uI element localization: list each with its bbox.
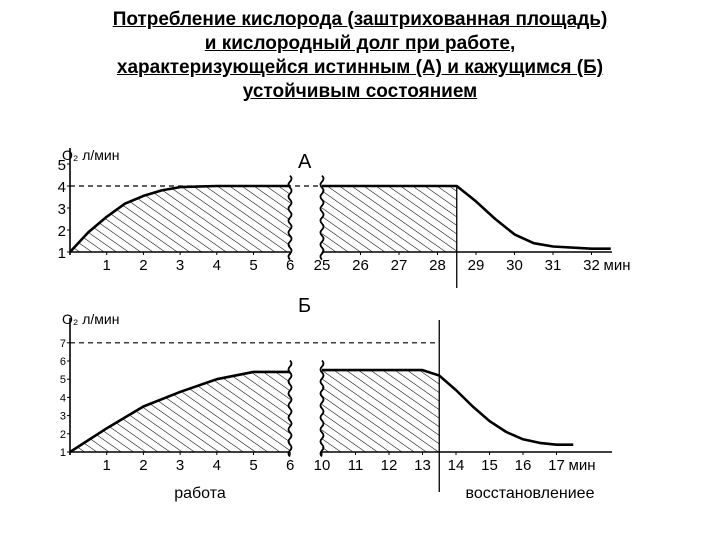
x-tick-label: 28	[429, 257, 446, 274]
phase-label-work: работа	[174, 485, 226, 502]
x-tick-label: 6	[286, 257, 295, 274]
title-line-3: характеризующейся истинным (А) и кажущимся (Б)	[116, 57, 604, 78]
panel-b	[60, 295, 612, 502]
x-tick-label: 5	[249, 457, 258, 474]
x-tick-label: 2	[139, 457, 148, 474]
title-line-1: Потребление кислорода (заштрихованная площадь)	[112, 9, 608, 30]
y-tick-label: 3	[59, 410, 66, 423]
x-tick-label: 2	[139, 257, 148, 274]
oxygen-consumption-area-right	[322, 370, 439, 452]
y-tick-label: 5	[59, 374, 66, 387]
x-tick-label: 15	[481, 457, 498, 474]
x-tick-label: 30	[506, 257, 523, 274]
x-unit-label: мин	[603, 257, 631, 274]
x-tick-label: 17	[548, 457, 565, 474]
x-tick-label: 1	[102, 457, 111, 474]
x-tick-label: 32	[583, 257, 600, 274]
y-tick-label: 1	[59, 447, 66, 459]
x-tick-label: 10	[313, 457, 331, 474]
x-tick-label: 25	[313, 257, 331, 274]
x-tick-label: 3	[175, 457, 185, 474]
title-line-4: устойчивым состоянием	[242, 81, 478, 102]
y-tick-label: 6	[59, 356, 66, 368]
oxygen-consumption-area-left	[70, 372, 290, 452]
x-tick-label: 16	[514, 457, 532, 474]
x-tick-label: 3	[175, 257, 185, 274]
y-tick-label: 5	[57, 157, 66, 174]
y-tick-label: 3	[57, 201, 66, 218]
y-tick-label: 4	[57, 179, 66, 196]
panel-label: Б	[298, 295, 312, 317]
phase-label-recovery: восстановлениее	[465, 485, 595, 502]
panel-label: А	[298, 151, 312, 173]
y-tick-label: 1	[57, 245, 66, 262]
x-tick-label: 1	[102, 257, 111, 274]
y-tick-label: 4	[59, 392, 66, 405]
x-tick-label: 13	[414, 457, 431, 474]
title-line-2: и кислородный долг при работе,	[204, 33, 516, 54]
x-tick-label: 29	[467, 257, 485, 274]
x-tick-label: 31	[544, 257, 562, 274]
x-tick-label: 27	[390, 257, 408, 274]
y-axis-label: O₂ л/мин	[62, 311, 120, 327]
oxygen-consumption-area-right	[322, 186, 457, 252]
x-tick-label: 4	[212, 257, 221, 274]
x-tick-label: 11	[347, 457, 364, 474]
y-axis-label: O₂ л/мин	[62, 147, 120, 163]
y-tick-label: 2	[57, 223, 66, 240]
x-tick-label: 6	[286, 457, 295, 474]
y-tick-label: 7	[59, 337, 66, 350]
x-tick-label: 12	[380, 457, 398, 474]
x-tick-label: 26	[352, 257, 369, 274]
x-tick-label: 14	[447, 457, 465, 474]
x-unit-label: мин	[568, 457, 596, 474]
x-tick-label: 5	[249, 257, 258, 274]
y-tick-label: 2	[59, 428, 66, 441]
panel-a	[58, 147, 631, 288]
x-tick-label: 4	[212, 457, 221, 474]
